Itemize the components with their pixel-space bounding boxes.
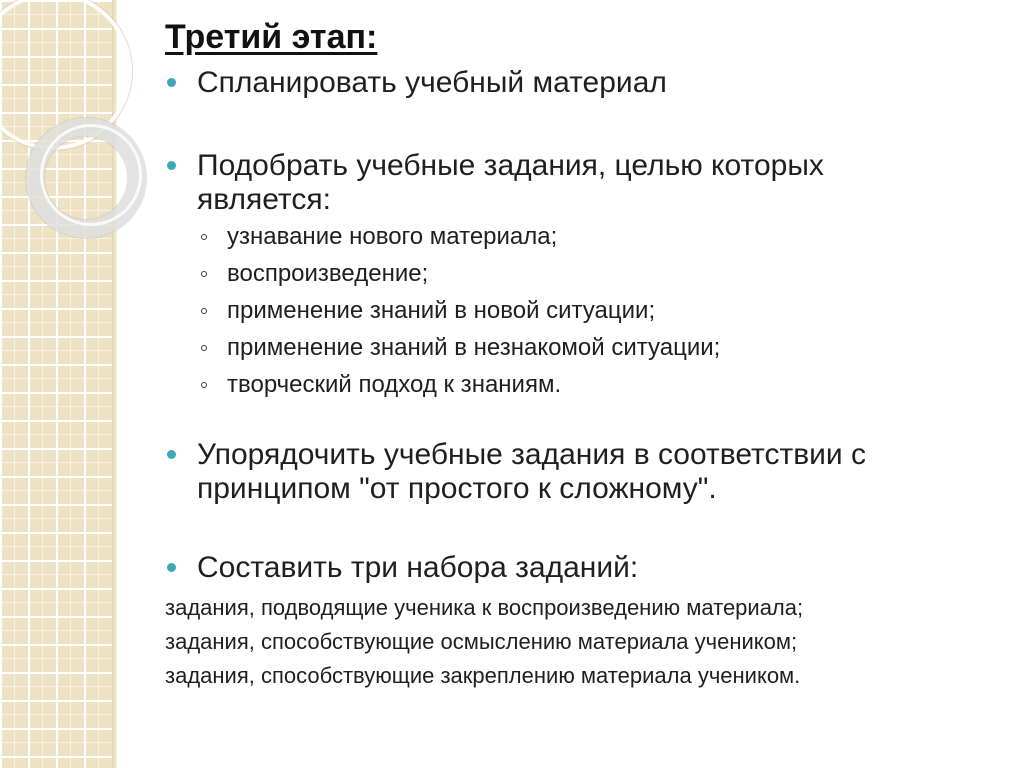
task-set-line: задания, подводящие ученика к воспроизведению материала; (165, 595, 804, 620)
subitem-reproduction: воспроизведение; (227, 260, 429, 287)
subitem-application-unfamiliar: применение знаний в незнакомой ситуации; (227, 334, 721, 361)
slide-title: Третий этап: (165, 18, 378, 56)
bullet-order-tasks: Упорядочить учебные задания в соответствии с принципом "от простого к сложному". (197, 438, 987, 506)
subitem-application-new: применение знаний в новой ситуации; (227, 297, 656, 324)
bullet-compose-sets: Составить три набора заданий: (197, 551, 997, 585)
task-set-line: задания, способствующие осмыслению материала учеником; (165, 629, 798, 654)
subitem-creative: творческий подход к знаниям. (227, 371, 562, 398)
decorative-ring-inner (40, 124, 142, 226)
bullet-plan-material: Спланировать учебный материал (197, 66, 997, 100)
subitem-recognition: узнавание нового материала; (227, 223, 558, 250)
bullet-select-tasks: Подобрать учебные задания, целью которых является: (197, 149, 957, 217)
task-set-line: задания, способствующие закреплению материала учеником. (165, 663, 801, 688)
